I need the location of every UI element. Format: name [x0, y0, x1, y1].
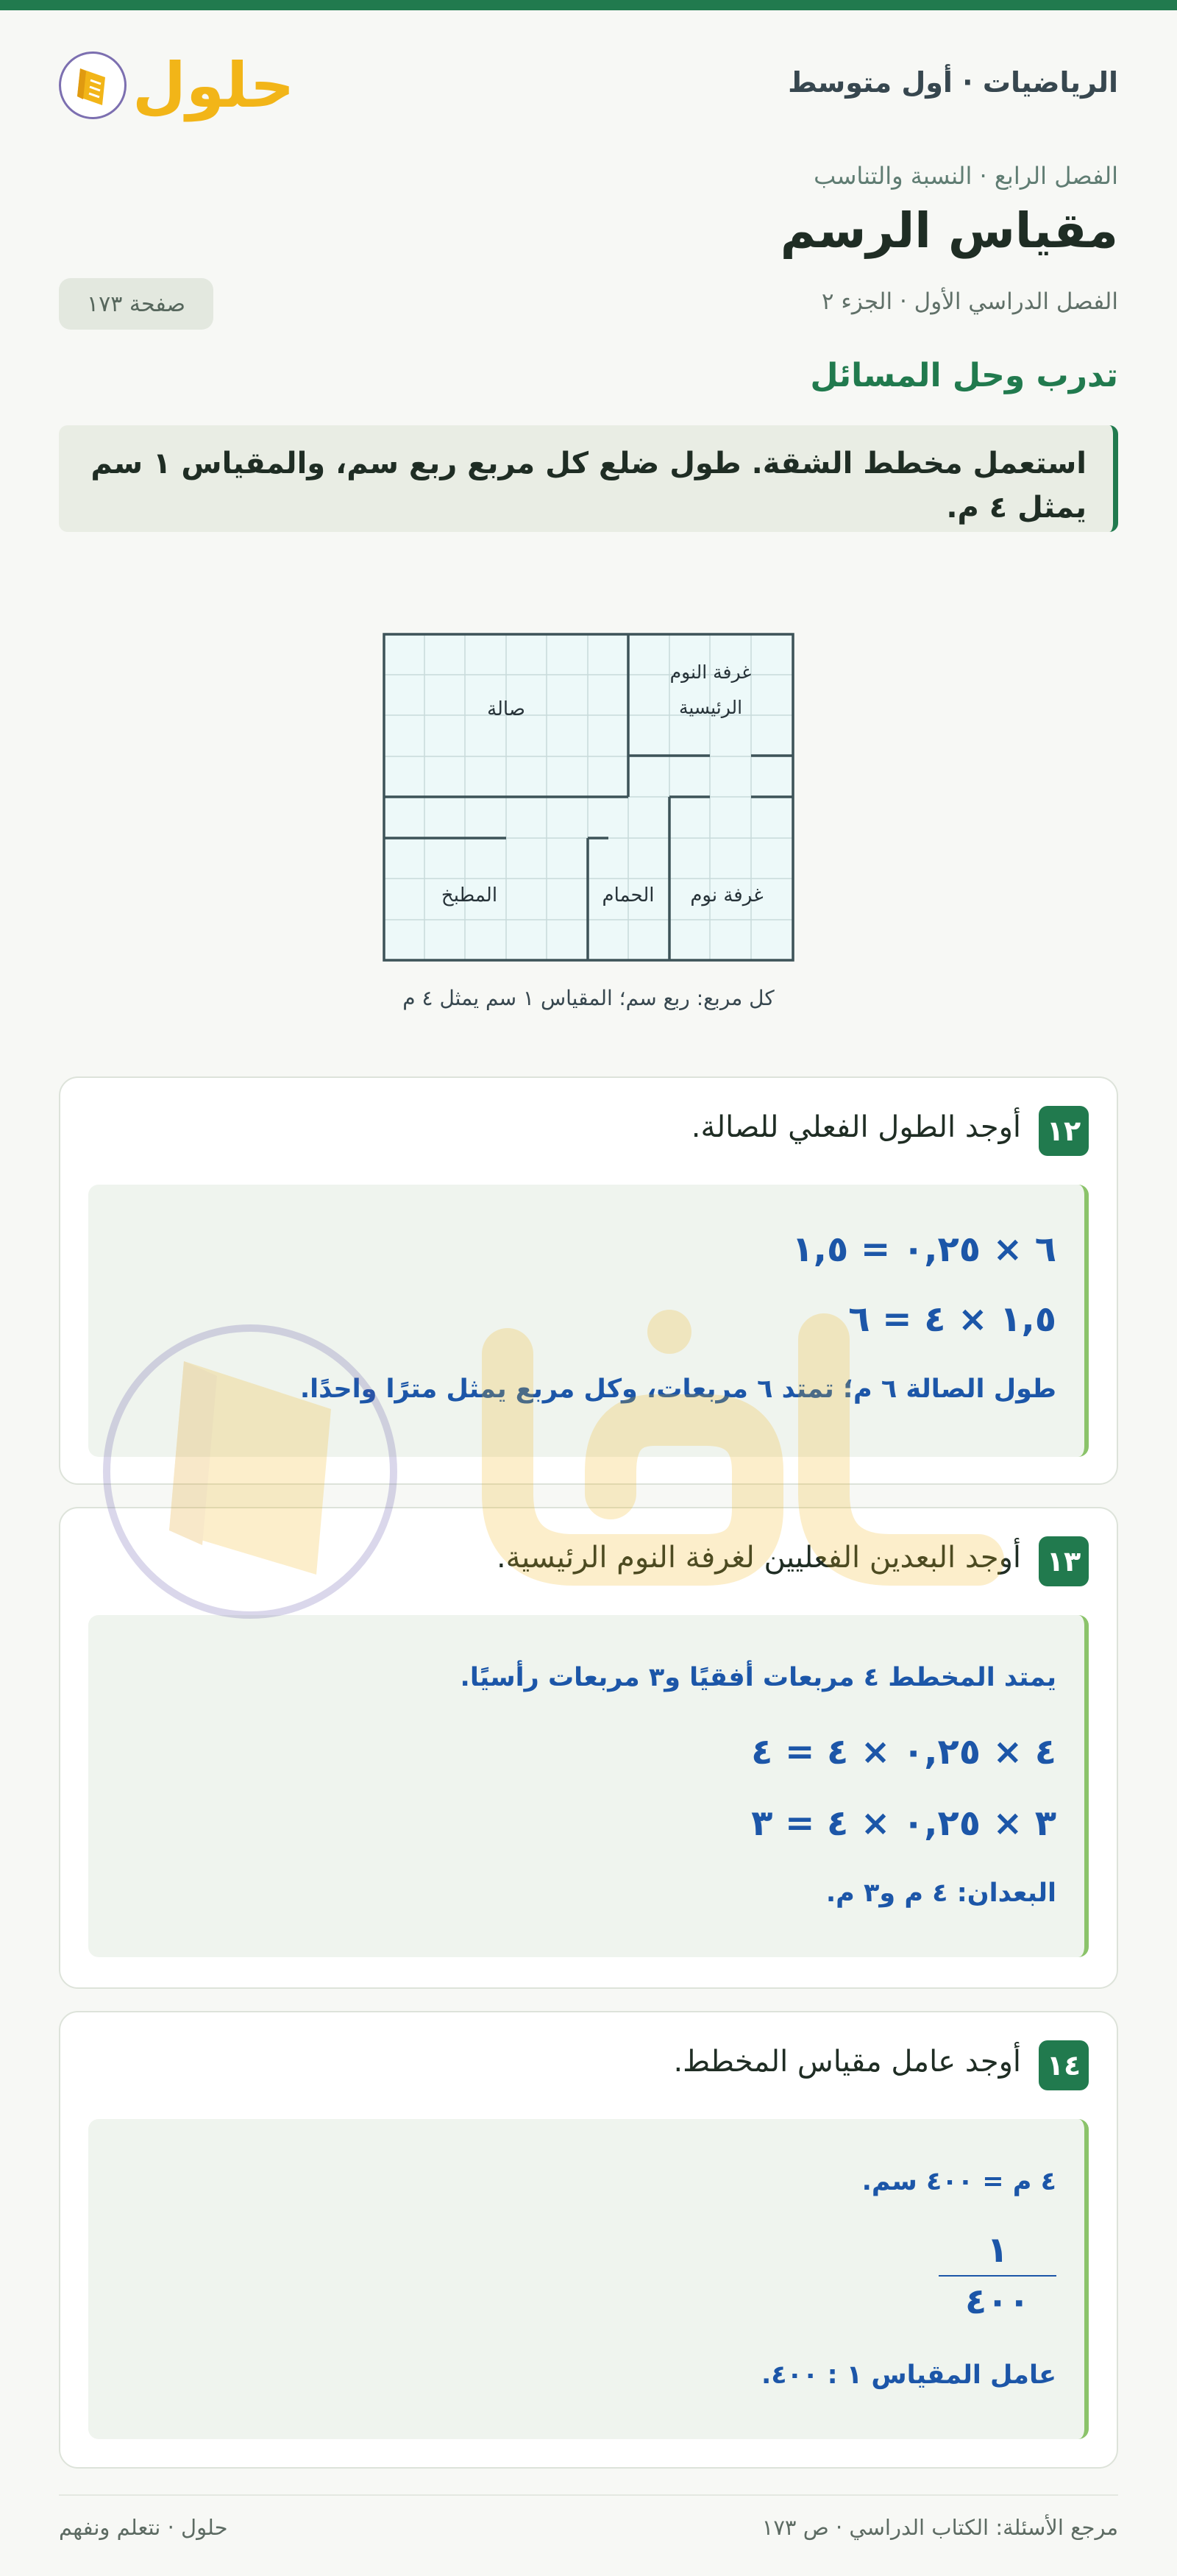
footer-reference: مرجع الأسئلة: الكتاب الدراسي · ص ١٧٣ [761, 2515, 1118, 2540]
instruction-line-1: استعمل مخطط الشقة. طول ضلع كل مربع ربع سم، والمقياس ١ سم [90, 447, 1087, 480]
section-title: تدرب وحل المسائل [810, 357, 1118, 394]
footer-divider [59, 2494, 1118, 2496]
answer-box [88, 1615, 1089, 1957]
answer-line: ٤ × ٠,٢٥ × ٤ = ٤ [751, 1731, 1056, 1773]
question-text: أوجد عامل مقياس المخطط. [673, 2045, 1021, 2079]
semester-label: الفصل الدراسي الأول · الجزء ٢ [821, 288, 1118, 315]
room-label-bedroom: غرفة نوم [690, 884, 764, 906]
answer-box [88, 1185, 1089, 1457]
floor-plan [383, 633, 794, 964]
top-accent-bar [0, 0, 1177, 10]
question-number-badge: ١٤ [1039, 2040, 1089, 2090]
answer-line: طول الصالة ٦ م؛ تمتد ٦ مربعات، وكل مربع يمثل مترًا واحدًا. [299, 1374, 1056, 1404]
scale-fraction [939, 2229, 1056, 2322]
fraction-denominator: ٤٠٠ [965, 2281, 1030, 2322]
instruction-callout [59, 425, 1118, 532]
page-title: مقياس الرسم [780, 202, 1118, 259]
footer-tagline: حلول · نتعلم ونفهم [59, 2515, 228, 2540]
question-text: أوجد الطول الفعلي للصالة. [691, 1110, 1021, 1144]
question-text: أوجد البعدين الفعليين لغرفة النوم الرئيسية. [496, 1541, 1021, 1575]
question-card-14 [59, 2011, 1118, 2469]
answer-line: ١,٥ × ٤ = ٦ [848, 1299, 1056, 1340]
logo-text: حلول [132, 49, 295, 121]
fraction-bar [939, 2275, 1056, 2277]
question-number-badge: ١٣ [1039, 1536, 1089, 1586]
answer-line: البعدان: ٤ م و٣ م. [825, 1878, 1056, 1908]
chapter-label: الفصل الرابع · النسبة والتناسب [814, 162, 1118, 190]
room-label-master-1: غرفة النوم [669, 661, 752, 683]
question-card-12 [59, 1076, 1118, 1485]
answer-line: ٤ م = ٤٠٠ سم. [861, 2167, 1056, 2196]
fraction-numerator: ١ [986, 2229, 1009, 2271]
brand-logo[interactable] [59, 49, 295, 121]
plan-caption: كل مربع: ربع سم؛ المقياس ١ سم يمثل ٤ م [402, 986, 775, 1010]
answer-line: عامل المقياس ١ : ٤٠٠. [761, 2360, 1056, 2390]
subject-label: الرياضيات · أول متوسط [788, 66, 1118, 99]
room-label-master-2: الرئيسية [678, 697, 743, 718]
answer-box [88, 2119, 1089, 2439]
floor-plan-drawing [383, 633, 794, 964]
answer-line: ٣ × ٠,٢٥ × ٤ = ٣ [751, 1803, 1056, 1844]
answer-line: ٦ × ٠,٢٥ = ١,٥ [792, 1229, 1056, 1270]
question-card-13 [59, 1507, 1118, 1989]
answer-line: يمتد المخطط ٤ مربعات أفقيًا و٣ مربعات رأسيًا. [460, 1663, 1056, 1692]
room-label-kitchen: المطبخ [441, 884, 498, 906]
room-label-bath: الحمام [602, 884, 655, 906]
instruction-line-2: يمثل ٤ م. [946, 491, 1087, 525]
room-label-hall: صالة [487, 698, 525, 720]
header [59, 44, 1118, 140]
question-number-badge: ١٢ [1039, 1106, 1089, 1156]
page-number-badge: صفحة ١٧٣ [59, 278, 213, 330]
book-icon [59, 52, 127, 119]
